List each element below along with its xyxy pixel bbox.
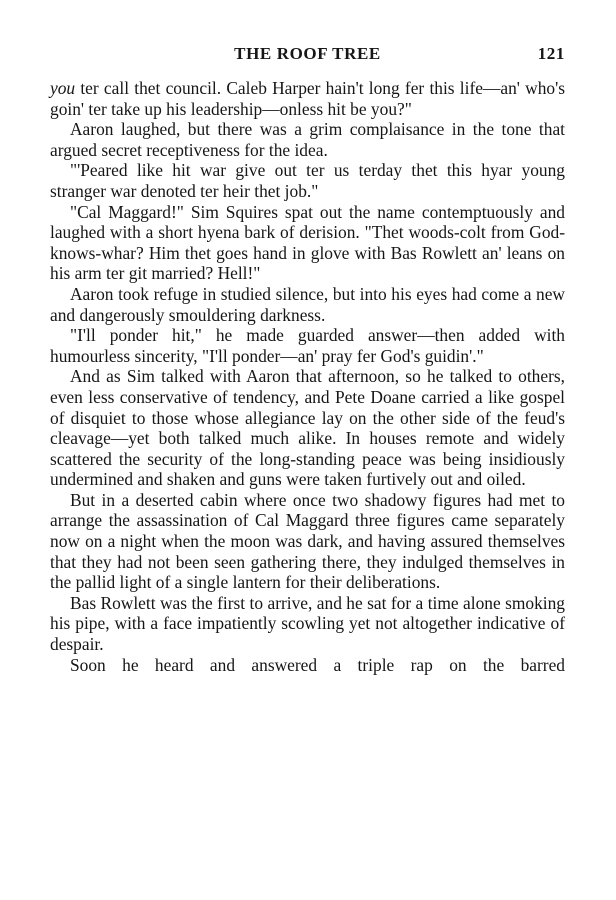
book-page xyxy=(50,44,565,675)
paragraph xyxy=(50,366,565,490)
running-head xyxy=(50,44,565,70)
paragraph-text: ter call thet council. Caleb Harper hain't long fer this life—an' who's goin' ter take up his leadership—onless hit be you?" xyxy=(50,78,565,119)
paragraph xyxy=(50,78,565,119)
running-title: THE ROOF TREE xyxy=(234,44,381,63)
paragraph-text: "'Peared like hit war give out ter us terday thet this hyar young stranger war denoted ter heir thet job." xyxy=(50,160,565,201)
paragraph-text: "Cal Maggard!" Sim Squires spat out the name contemptuously and laughed with a short hyena bark of derision. "Thet woods-colt from God-knows-whar? Him thet goes hand in glove with Bas Rowlett an' leans on his arm ter git married? Hell!" xyxy=(50,201,565,284)
paragraph-text: Aaron laughed, but there was a grim complaisance in the tone that argued secret receptiveness for the idea. xyxy=(50,119,565,160)
paragraph xyxy=(50,655,565,676)
paragraph-text: Aaron took refuge in studied silence, but into his eyes had come a new and dangerously smouldering darkness. xyxy=(50,283,565,325)
paragraph xyxy=(50,593,565,655)
page-number: 121 xyxy=(537,44,565,63)
paragraph-text: And as Sim talked with Aaron that afternoon, so he talked to others, even less conservative of tendency, and Pete Doane carried a like gospel of disquiet to those whose allegiance lay on the other side of the feud's cleavage—yet both talked much alike. In houses remote and widely scattered the security of the long-standing peace was being insidiously undermined and shaken and guns were taken furtively out and oiled. xyxy=(50,366,565,490)
paragraph xyxy=(50,325,565,366)
paragraph xyxy=(50,160,565,201)
paragraph-text: "I'll ponder hit," he made guarded answer—then added with humourless sincerity, "I'll ponder—an' pray fer God's guidin'." xyxy=(50,325,565,366)
paragraph-text: Soon he heard and answered a triple rap on the barred xyxy=(70,654,565,675)
italic-word: you xyxy=(50,78,76,98)
paragraph xyxy=(50,119,565,160)
body-text xyxy=(50,78,565,675)
paragraph xyxy=(50,284,565,325)
paragraph-text: Bas Rowlett was the first to arrive, and he sat for a time alone smoking his pipe, with a face impatiently scowling yet not altogether indicative of despair. xyxy=(50,592,565,655)
paragraph xyxy=(50,202,565,284)
paragraph-text: But in a deserted cabin where once two shadowy figures had met to arrange the assassination of Cal Maggard three figures came separately now on a night when the moon was dark, and having assured themselves that they had not been seen gathering there, they indulged themselves in the pallid light of a single lantern for their deliberations. xyxy=(50,489,565,593)
paragraph xyxy=(50,490,565,593)
